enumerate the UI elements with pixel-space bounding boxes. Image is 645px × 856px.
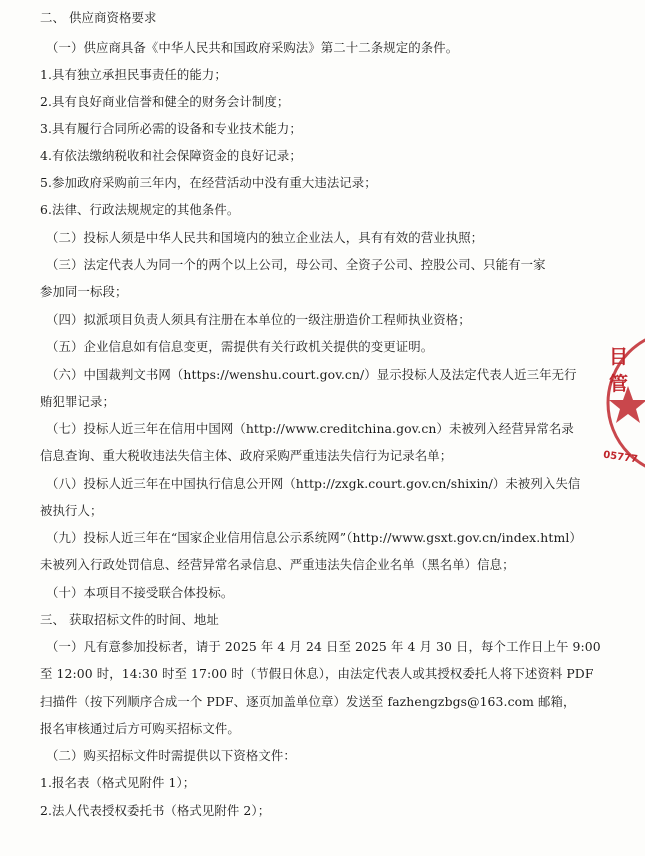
paragraph-line: （七）投标人近三年在信用中国网（http://www.creditchina.gov.cn）未被列入经营异常名录 [46,421,574,436]
paragraph-line: （二）投标人须是中华人民共和国境内的独立企业法人，具有有效的营业执照； [46,230,484,245]
paragraph-line: （十）本项目不接受联合体投标。 [46,585,234,600]
paragraph-line: 未被列入行政处罚信息、经营异常名录信息、严重违法失信企业名单（黑名单）信息； [40,557,515,572]
paragraph-line: 信息查询、重大税收违法失信主体、政府采购严重违法失信行为记录名单； [40,448,453,463]
paragraph-line: 参加同一标段； [40,284,128,299]
paragraph-line: 扫描件（按下列顺序合成一个 PDF、逐页加盖单位章）发送至 fazhengzbgs@163.com 邮箱， [40,694,576,709]
list-item: 1.具有独立承担民事责任的能力； [40,67,227,82]
section-heading-2: 二、 供应商资格要求 [40,10,157,25]
paragraph-line: （九）投标人近三年在“国家企业信用信息公示系统网”（http://www.gsxt.gov.cn/index.html） [46,530,582,545]
paragraph-line: （八）投标人近三年在中国执行信息公开网（http://zxgk.court.gov.cn/shixin/）未被列入失信 [46,476,581,491]
list-item: 2.具有良好商业信誉和健全的财务会计制度； [40,94,290,109]
list-item: 5.参加政府采购前三年内，在经营活动中没有重大违法记录； [40,175,377,190]
paragraph-line: 至 12:00 时，14:30 时至 17:00 时（节假日休息），由法定代表人或其授权委托人将下述资料 PDF [40,666,594,681]
paragraph-line: 贿犯罪记录； [40,394,115,409]
list-item: 1.报名表（格式见附件 1）； [40,775,196,790]
paragraph-line: （三）法定代表人为同一个的两个以上公司，母公司、全资子公司、控股公司、只能有一家 [46,257,546,272]
list-item: 2.法人代表授权委托书（格式见附件 2）； [40,803,271,818]
paragraph-line: 报名审核通过后方可购买招标文件。 [40,721,240,736]
paragraph-line: （四）拟派项目负责人须具有注册在本单位的一级注册造价工程师执业资格； [46,312,471,327]
paragraph-line: （五）企业信息如有信息变更，需提供有关行政机关提供的变更证明。 [46,339,434,354]
paragraph-line: （六）中国裁判文书网（https://wenshu.court.gov.cn/）显示投标人及法定代表人近三年无行 [46,367,577,382]
seal-code: 05777 [602,449,639,466]
official-seal [600,328,645,478]
list-item: 3.具有履行合同所必需的设备和专业技术能力； [40,121,302,136]
section-heading-3: 三、 获取招标文件的时间、地址 [40,612,219,627]
seal-text: 目管 [609,346,629,395]
list-item: 6.法律、行政法规规定的其他条件。 [40,202,240,217]
list-item: 4.有依法缴纳税收和社会保障资金的良好记录； [40,148,302,163]
paragraph-line: 被执行人； [40,503,103,518]
paragraph-line: （一）供应商具备《中华人民共和国政府采购法》第二十二条规定的条件。 [46,40,459,55]
paragraph-line: （一）凡有意参加投标者，请于 2025 年 4 月 24 日至 2025 年 4 月 30 日，每个工作日上午 9:00 [46,639,601,654]
paragraph-line: （二）购买招标文件时需提供以下资格文件： [46,748,296,763]
